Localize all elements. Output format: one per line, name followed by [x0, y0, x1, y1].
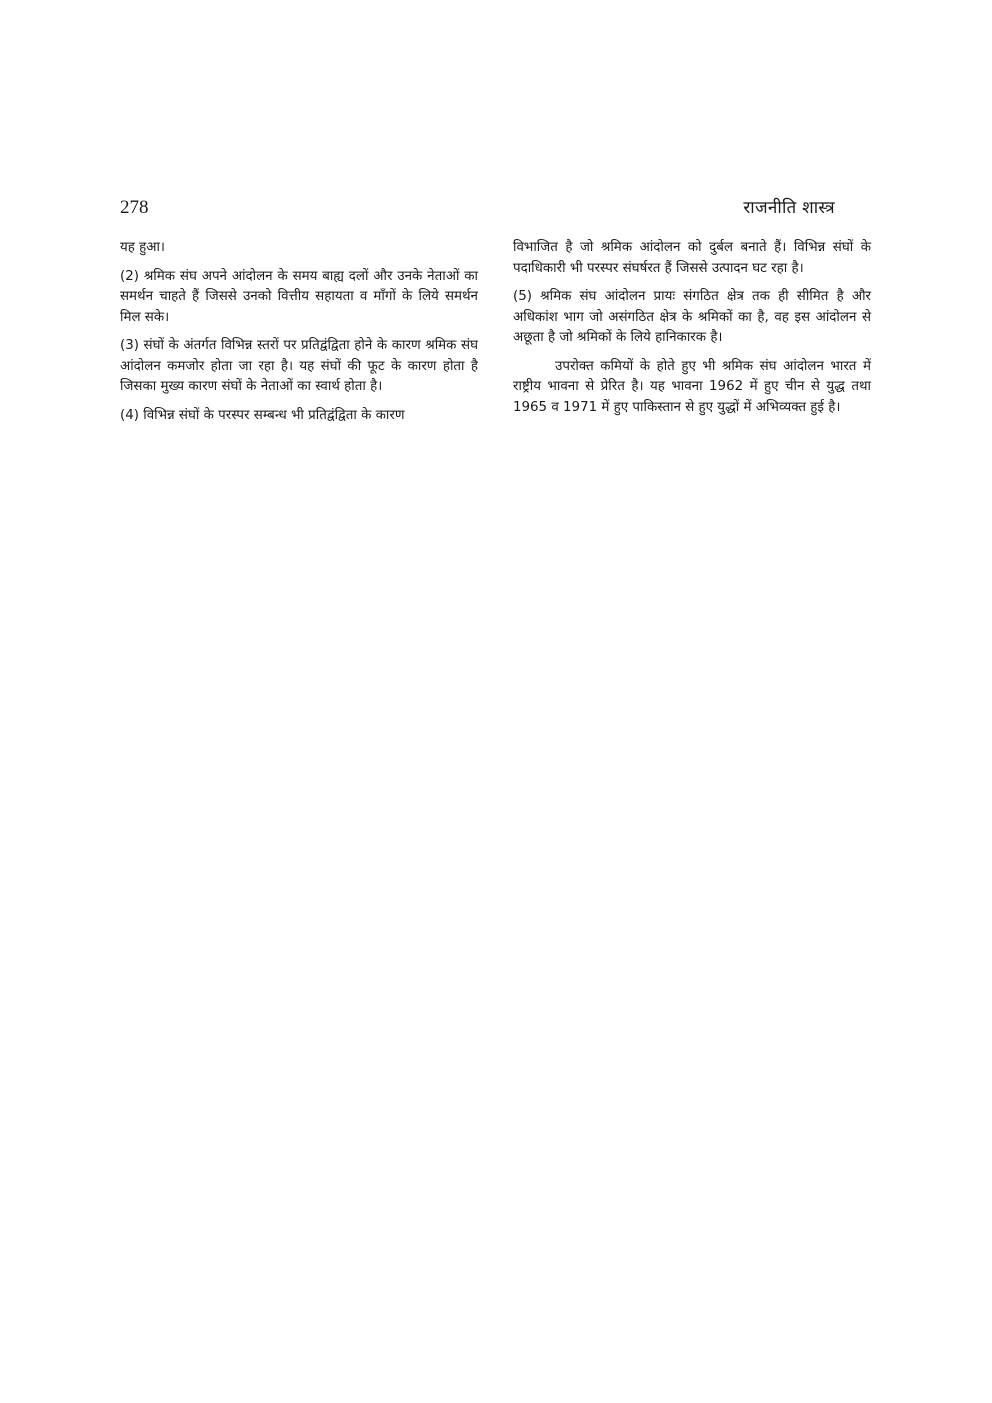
page-number: 278 [120, 197, 149, 218]
left-column [120, 238, 478, 434]
running-title: राजनीति शास्त्र [743, 198, 835, 218]
right-column [513, 238, 871, 426]
paragraph-point-2: (2) श्रमिक संघ अपने आंदोलन के समय बाह्य दलों और उनके नेताओं का समर्थन चाहते हैं जिससे उनको वित्तीय सहायता व माँगों के लिये समर्थन मिल सके। [120, 268, 478, 325]
paragraph-point-4-continued: विभाजित है जो श्रमिक आंदोलन को दुर्बल बनाते हैं। विभिन्न संघों के पदाधिकारी भी परस्पर संघर्षरत हैं जिससे उत्पादन घट रहा है। [513, 240, 871, 276]
paragraph-point-4: (4) विभिन्न संघों के परस्पर सम्बन्ध भी प्रतिद्वंद्विता के कारण [120, 407, 405, 423]
paragraph-point-5: (5) श्रमिक संघ आंदोलन प्रायः संगठित क्षेत्र तक ही सीमित है और अधिकांश भाग जो असंगठित क्षेत्र के श्रमिकों का है, वह इस आंदोलन से अछूता है जो श्रमिकों के लिये हानिकारक है। [513, 289, 871, 345]
paragraph-point-3: (3) संघों के अंतर्गत विभिन्न स्तरों पर प्रतिद्वंद्विता होने के कारण श्रमिक संघ आंदोलन कमजोर होता जा रहा है। यह संघों की फूट के कारण होता है जिसका मुख्य कारण संघों के नेताओं का स्वार्थ होता है। [120, 338, 478, 394]
paragraph-conclusion: उपरोक्त कमियों के होते हुए भी श्रमिक संघ आंदोलन भारत में राष्ट्रीय भावना से प्रेरित है। यह भावना 1962 में हुए चीन से युद्ध तथा 1965 व 1971 में हुए पाकिस्तान से हुए युद्धों में अभिव्यक्त हुई है। [513, 358, 871, 415]
paragraph-continuation: यह हुआ। [120, 240, 166, 255]
